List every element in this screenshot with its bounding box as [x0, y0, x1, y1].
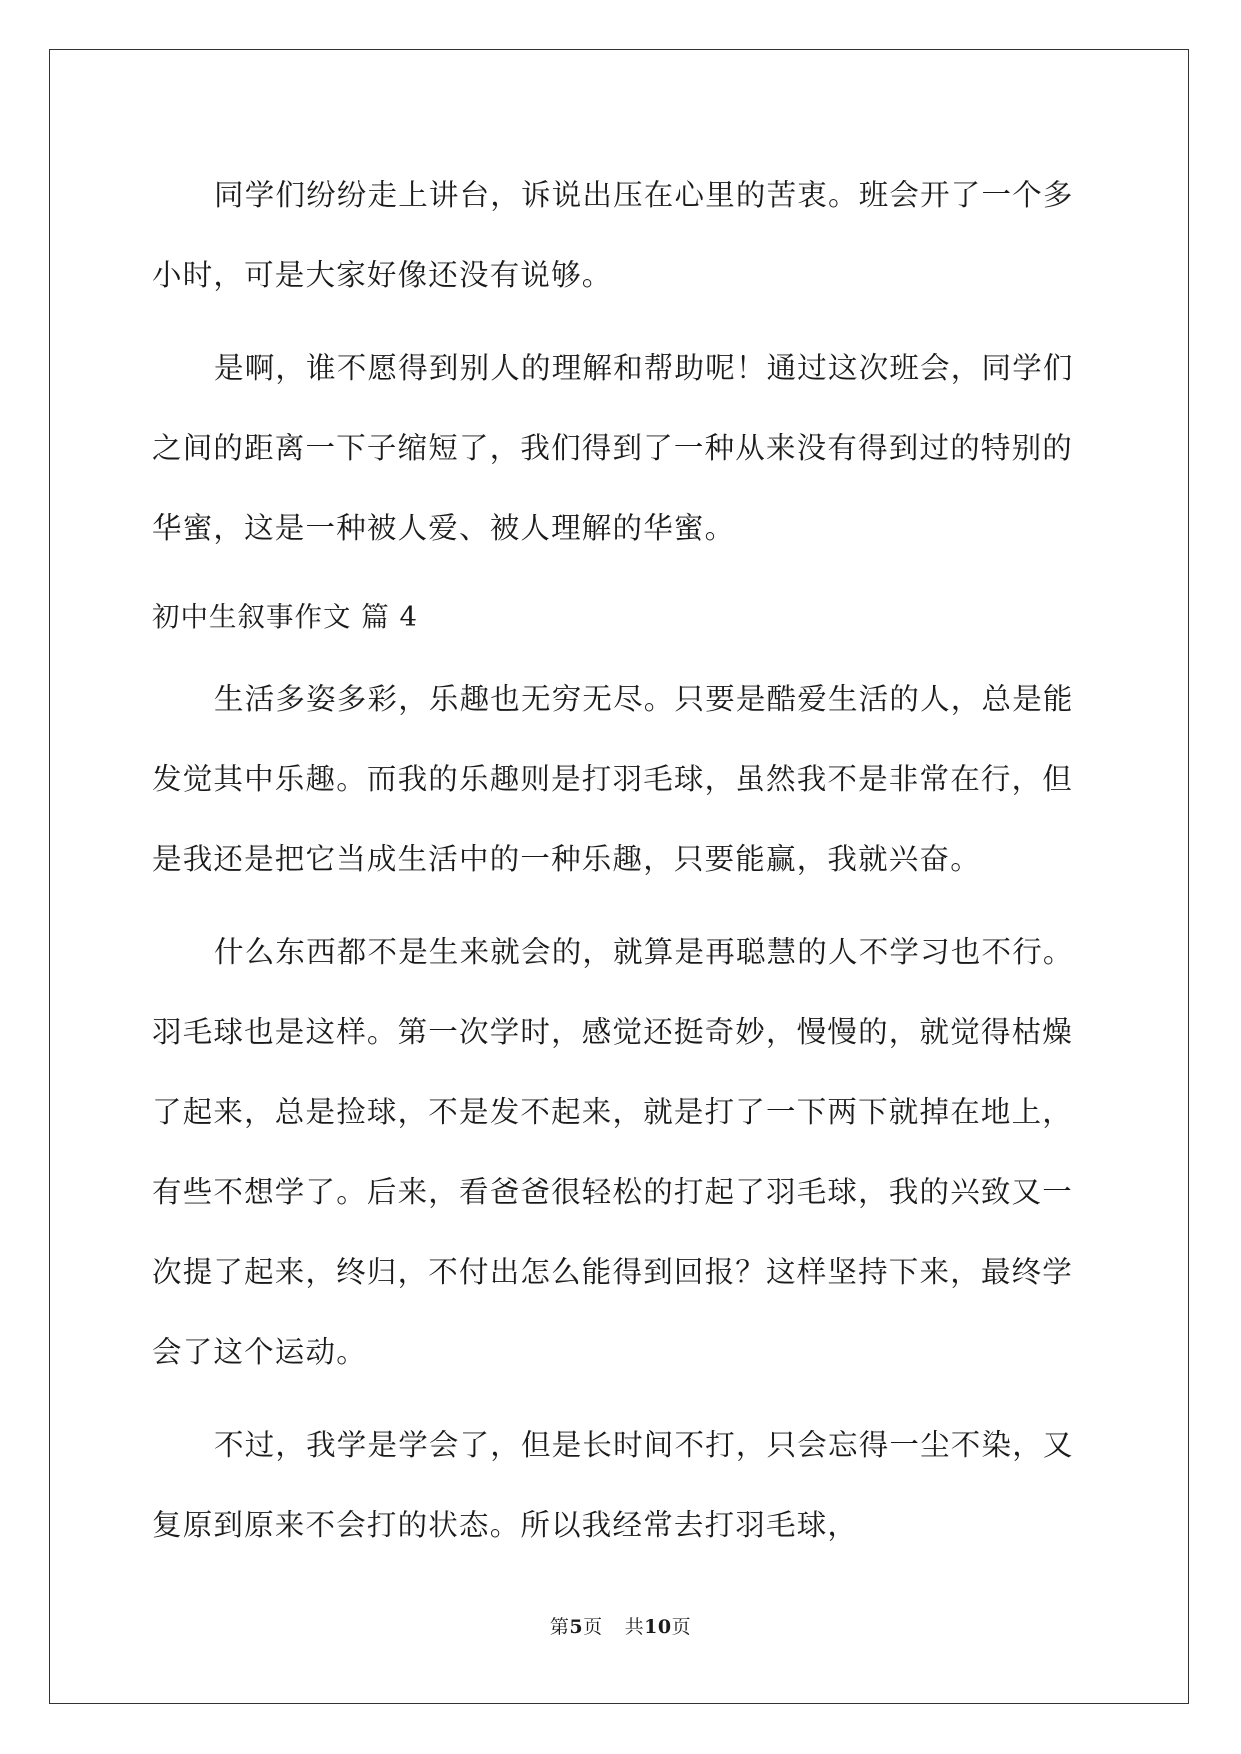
paragraph: 是啊，谁不愿得到别人的理解和帮助呢！通过这次班会，同学们之间的距离一下子缩短了，我们得到了一种从来没有得到过的特别的华蜜，这是一种被人爱、被人理解的华蜜。: [152, 351, 1074, 545]
paragraph: 不过，我学是学会了，但是长时间不打，只会忘得一尘不染，又复原到原来不会打的状态。所以我经常去打羽毛球，: [152, 1428, 1074, 1542]
paragraph: 生活多姿多彩，乐趣也无穷无尽。只要是酷爱生活的人，总是能发觉其中乐趣。而我的乐趣则是打羽毛球，虽然我不是非常在行，但是我还是把它当成生活中的一种乐趣，只要能赢，我就兴奋。: [152, 682, 1074, 876]
document-body: [152, 155, 1092, 1578]
section-heading: 初中生叙事作文 篇 4: [152, 601, 418, 633]
page-footer: [0, 1614, 1241, 1640]
total-prefix: 共: [624, 1616, 645, 1638]
page-suffix: 页: [583, 1616, 603, 1638]
total-suffix: 页: [671, 1616, 692, 1638]
paragraph: 同学们纷纷走上讲台，诉说出压在心里的苦衷。班会开了一个多小时，可是大家好像还没有说够。: [152, 178, 1074, 292]
page-number: 5: [569, 1616, 584, 1638]
page-prefix: 第: [549, 1616, 570, 1638]
paragraph: 什么东西都不是生来就会的，就算是再聪慧的人不学习也不行。羽毛球也是这样。第一次学时，感觉还挺奇妙，慢慢的，就觉得枯燥了起来，总是捡球，不是发不起来，就是打了一下两下就掉在地上，有些不想学了。后来，看爸爸很轻松的打起了羽毛球，我的兴致又一次提了起来，终归，不付出怎么能得到回报？这样坚持下来，最终学会了这个运动。: [152, 935, 1074, 1369]
total-pages: 10: [644, 1616, 672, 1638]
